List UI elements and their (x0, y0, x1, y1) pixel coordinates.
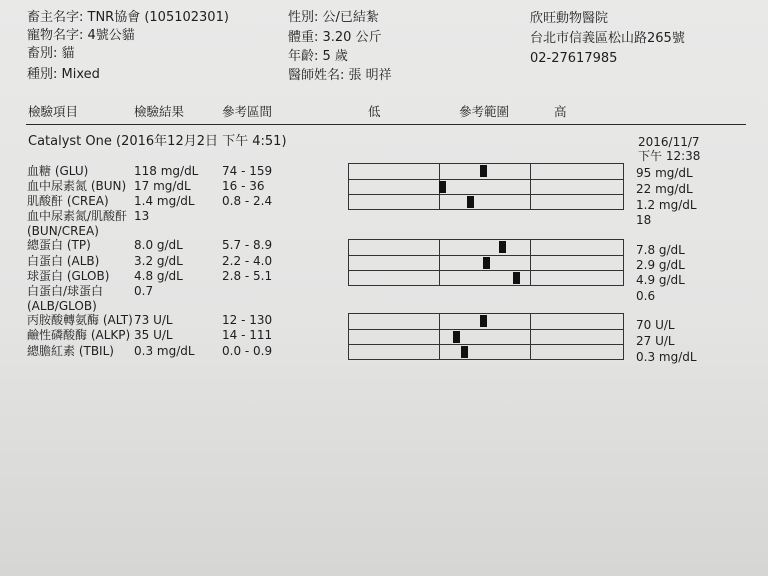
range-row (349, 270, 623, 285)
col-range: 參考範圍 (459, 104, 510, 119)
range-marker (453, 331, 460, 343)
result-prev: 2.9 g/dL (636, 258, 685, 272)
range-row (349, 240, 623, 255)
age: 年齡: 5 歲 (288, 49, 348, 64)
result-prev: 1.2 mg/dL (636, 198, 697, 212)
range-row (349, 344, 623, 359)
doctor-name: 醫師姓名: 張 明祥 (288, 68, 392, 83)
test-title: Catalyst One (2016年12月2日 下午 4:51) (28, 134, 287, 149)
pet-name: 寵物名字: 4號公貓 (27, 28, 135, 43)
species: 畜別: 貓 (27, 46, 75, 61)
result-value: 35 U/L (134, 328, 173, 342)
col-result: 檢驗結果 (134, 104, 185, 119)
range-row (349, 164, 623, 179)
result-prev: 0.3 mg/dL (636, 350, 697, 364)
range-marker (467, 196, 474, 208)
range-marker (483, 257, 490, 269)
result-prev: 18 (636, 213, 652, 227)
result-name-line2: (ALB/GLOB) (27, 299, 97, 313)
col-low: 低 (368, 104, 381, 119)
result-prev: 22 mg/dL (636, 182, 693, 196)
result-name: 白蛋白/球蛋白 (27, 284, 104, 298)
result-value: 0.7 (134, 284, 154, 298)
range-row (349, 255, 623, 270)
result-value: 1.4 mg/dL (134, 194, 195, 208)
result-prev: 95 mg/dL (636, 166, 693, 180)
clinic-address: 台北市信義區松山路265號 (530, 31, 685, 46)
result-name-line2: (BUN/CREA) (27, 224, 99, 238)
clinic-name: 欣旺動物醫院 (530, 11, 609, 26)
clinic-phone: 02-27617985 (530, 51, 618, 66)
result-name: 白蛋白 (ALB) (27, 254, 100, 268)
prev-date: 2016/11/7 (638, 135, 700, 149)
result-name: 總膽紅素 (TBIL) (27, 344, 114, 358)
result-prev: 27 U/L (636, 334, 675, 348)
col-ref: 參考區間 (222, 104, 273, 119)
result-name: 血中尿素氮 (BUN) (27, 179, 127, 193)
result-value: 118 mg/dL (134, 164, 199, 178)
result-name: 鹼性磷酸酶 (ALKP) (27, 328, 131, 342)
result-prev: 7.8 g/dL (636, 243, 685, 257)
result-name: 球蛋白 (GLOB) (27, 269, 110, 283)
range-marker (480, 165, 487, 177)
range-marker (513, 272, 520, 284)
col-high: 高 (554, 104, 567, 119)
result-name: 血中尿素氮/肌酸酐 (27, 209, 128, 223)
result-ref: 14 - 111 (222, 328, 273, 342)
result-ref: 0.8 - 2.4 (222, 194, 273, 208)
result-prev: 4.9 g/dL (636, 273, 685, 287)
result-name: 丙胺酸轉氨酶 (ALT) (27, 313, 133, 327)
result-ref: 5.7 - 8.9 (222, 238, 273, 252)
result-value: 8.0 g/dL (134, 238, 183, 252)
range-bar-group-liver (348, 313, 624, 360)
result-value: 13 (134, 209, 150, 223)
range-marker (480, 315, 487, 327)
range-row (349, 314, 623, 329)
range-bar-group-protein (348, 239, 624, 286)
result-prev: 0.6 (636, 289, 656, 303)
prev-time: 下午 12:38 (638, 149, 701, 163)
result-name: 肌酸酐 (CREA) (27, 194, 109, 208)
weight: 體重: 3.20 公斤 (288, 30, 382, 45)
result-value: 0.3 mg/dL (134, 344, 195, 358)
breed: 種別: Mixed (27, 67, 100, 82)
col-item: 檢驗項目 (28, 104, 79, 119)
result-ref: 2.2 - 4.0 (222, 254, 273, 268)
result-ref: 74 - 159 (222, 164, 273, 178)
header-rule (26, 124, 746, 125)
result-ref: 12 - 130 (222, 313, 273, 327)
range-marker (439, 181, 446, 193)
range-marker (499, 241, 506, 253)
range-row (349, 194, 623, 209)
result-ref: 0.0 - 0.9 (222, 344, 273, 358)
sex: 性別: 公/已結紮 (288, 10, 379, 25)
range-marker (461, 346, 468, 358)
result-prev: 70 U/L (636, 318, 675, 332)
range-row (349, 179, 623, 194)
result-name: 血糖 (GLU) (27, 164, 89, 178)
range-bar-group-chem (348, 163, 624, 210)
range-row (349, 329, 623, 344)
result-ref: 2.8 - 5.1 (222, 269, 273, 283)
result-value: 4.8 g/dL (134, 269, 183, 283)
owner-name: 畜主名字: TNR協會 (105102301) (27, 10, 229, 25)
result-value: 73 U/L (134, 313, 173, 327)
result-name: 總蛋白 (TP) (27, 238, 91, 252)
result-value: 17 mg/dL (134, 179, 191, 193)
result-ref: 16 - 36 (222, 179, 265, 193)
result-value: 3.2 g/dL (134, 254, 183, 268)
